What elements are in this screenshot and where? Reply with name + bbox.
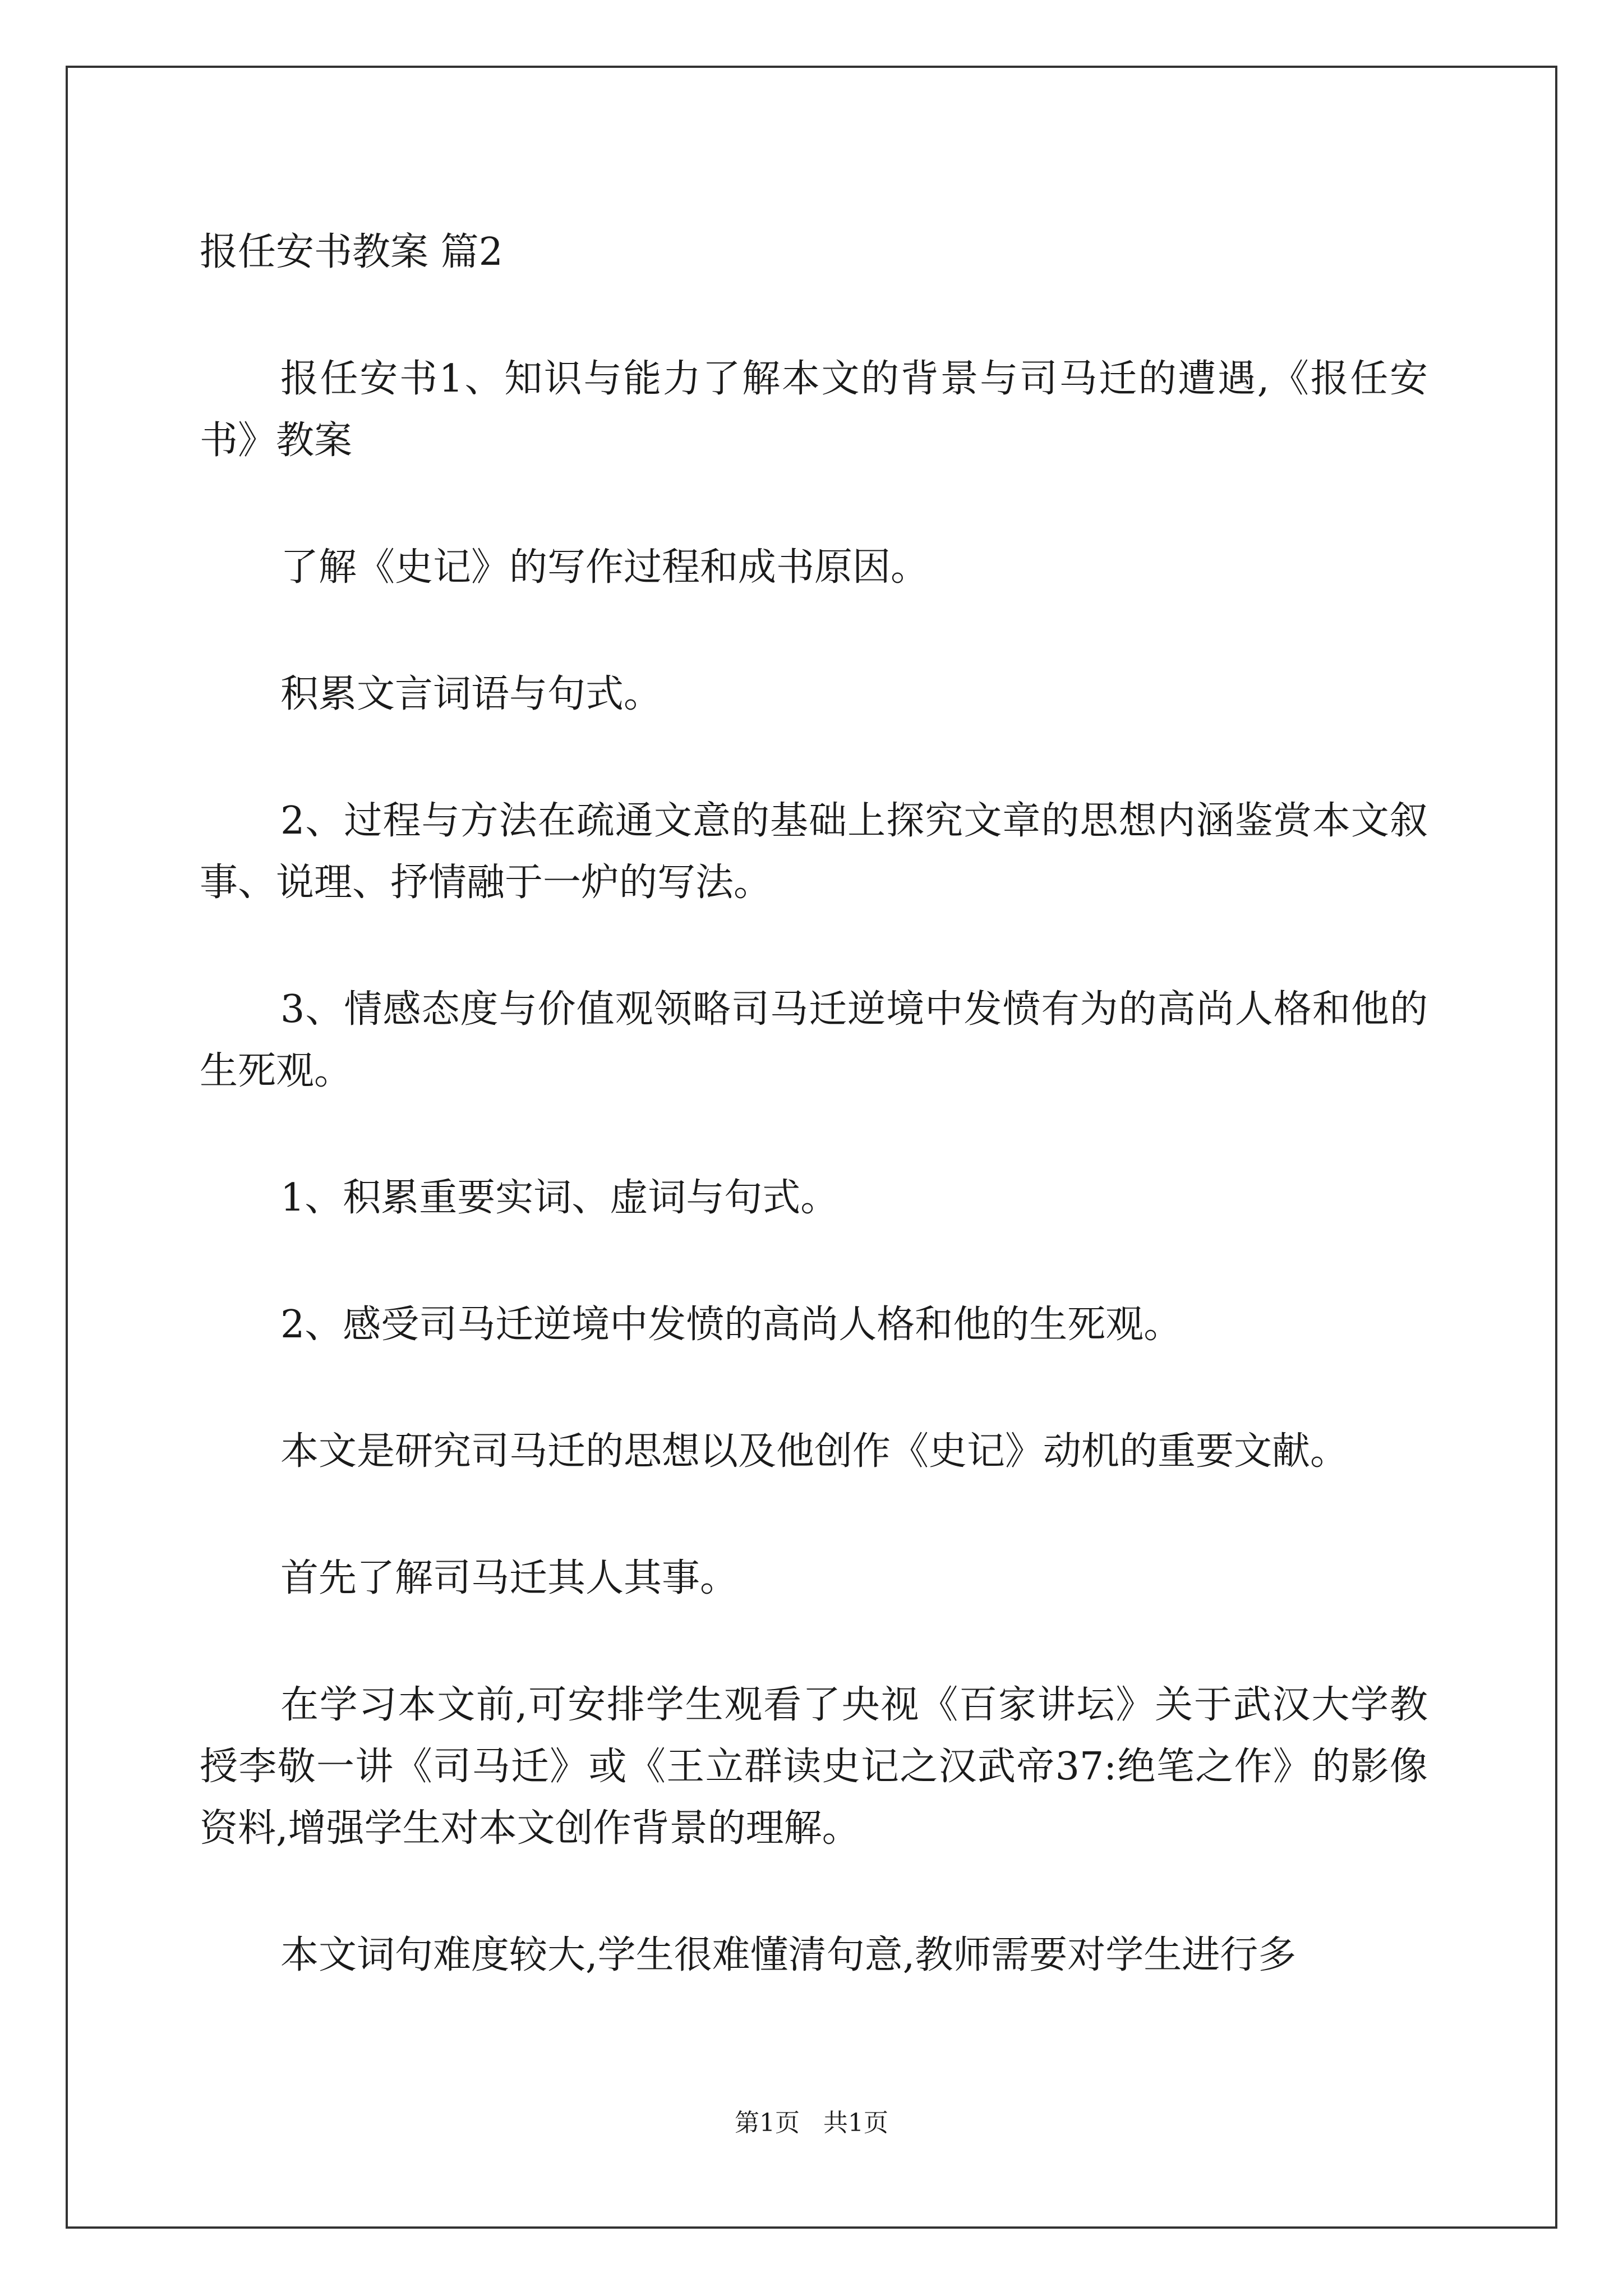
paragraph-2: 了解《史记》的写作过程和成书原因。: [280, 545, 929, 590]
paragraph-4: 2、过程与方法在疏通文意的基础上探究文章的思想内涵鉴赏本文叙事、说理、抒情融于一炉的写法。: [200, 799, 1428, 905]
paragraph-1: 报任安书1、知识与能力了解本文的背景与司马迁的遭遇,《报任安书》教案: [200, 357, 1428, 463]
paragraph-7: 2、感受司马迁逆境中发愤的高尚人格和他的生死观。: [280, 1303, 1182, 1347]
paragraph-8: 本文是研究司马迁的思想以及他创作《史记》动机的重要文献。: [280, 1429, 1349, 1474]
paragraph-5: 3、情感态度与价值观领略司马迁逆境中发愤有为的高尚人格和他的生死观。: [200, 987, 1428, 1093]
paragraph-3: 积累文言词语与句式。: [280, 672, 662, 716]
paragraph-10: 在学习本文前,可安排学生观看了央视《百家讲坛》关于武汉大学教授李敬一讲《司马迁》或《王立群读史记之汉武帝37:绝笔之作》的影像资料,增强学生对本文创作背景的理解。: [200, 1683, 1428, 1851]
page-number-footer: 第1页 共1页: [735, 2109, 888, 2137]
paragraph-9: 首先了解司马迁其人其事。: [280, 1556, 739, 1600]
document-body: [200, 222, 1428, 1986]
paragraph-6: 1、积累重要实词、虚词与句式。: [280, 1176, 839, 1220]
paragraph-11: 本文词句难度较大,学生很难懂清句意,教师需要对学生进行多: [280, 1933, 1297, 1977]
document-title: 报任安书教案 篇2: [200, 230, 503, 274]
